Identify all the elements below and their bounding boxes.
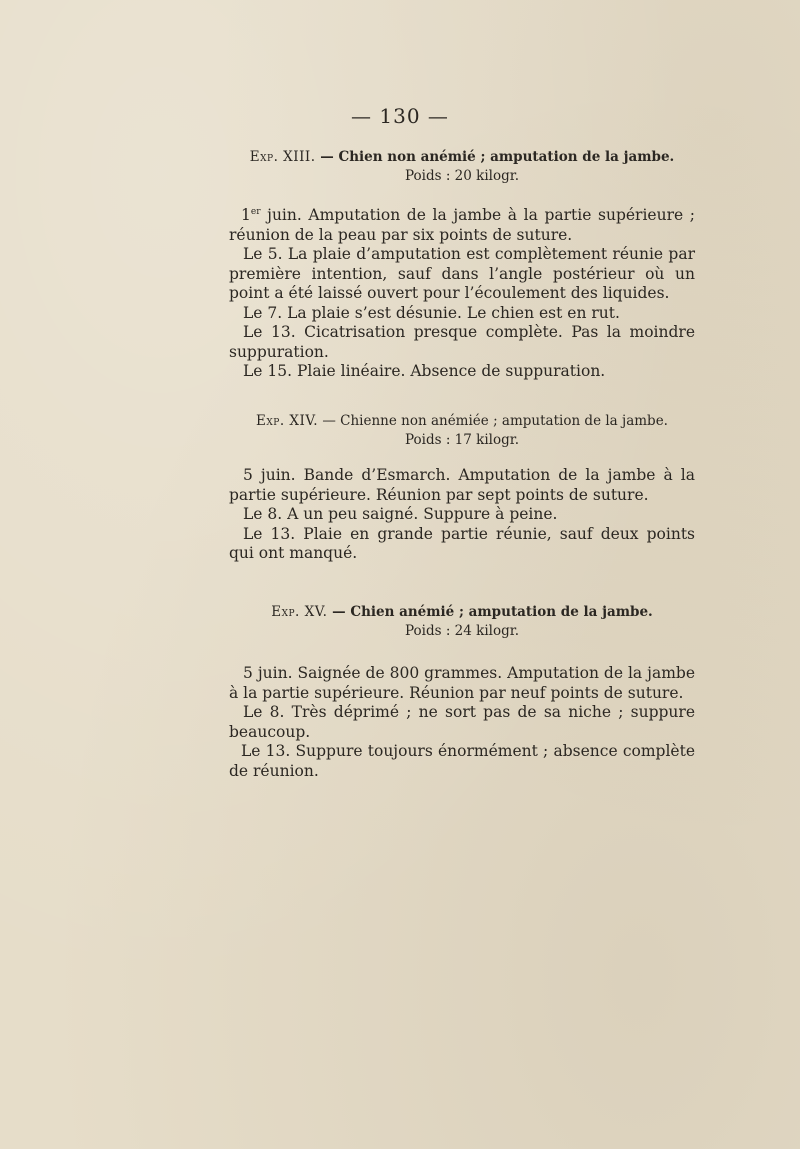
page-number: — 130 — [351, 104, 449, 128]
experiment-heading-line [229, 603, 695, 622]
ordinal-superscript: er [250, 207, 261, 217]
experiment-body [229, 466, 695, 564]
experiment-weight: Poids : 17 kilogr. [405, 432, 519, 448]
paragraph-text: juin. Amputation de la jambe à la partie supérieure ; réunion de la peau par six points de suture. [229, 206, 695, 244]
experiment-weight: Poids : 20 kilogr. [405, 168, 519, 184]
experiment-label: Exp. XV. [271, 604, 328, 620]
experiment-description: — Chien non anémié ; amputation de la jambe. [315, 149, 675, 165]
experiment-body [229, 206, 695, 382]
paragraph: Le 15. Plaie linéaire. Absence de suppuration. [243, 362, 606, 380]
experiment-heading [229, 412, 695, 450]
experiment-description: — Chienne non anémiée ; amputation de la jambe. [318, 413, 668, 429]
paragraph: Le 8. A un peu saigné. Suppure à peine. [243, 505, 558, 523]
paragraph: Le 8. Très déprimé ; ne sort pas de sa niche ; suppure beaucoup. [229, 703, 695, 741]
experiment-description: — Chien anémié ; amputation de la jambe. [327, 604, 653, 620]
paragraph: Le 13. Suppure toujours énormément ; absence complète de réunion. [229, 742, 695, 780]
paragraph: Le 13. Cicatrisation presque complète. Pas la moindre suppuration. [229, 323, 695, 361]
paragraph: Le 7. La plaie s’est désunie. Le chien est en rut. [243, 303, 620, 322]
experiment-body [229, 664, 695, 781]
paragraph: Le 13. Plaie en grande partie réunie, sauf deux points qui ont manqué. [229, 524, 695, 562]
paragraph: 5 juin. Bande d’Esmarch. Amputation de la jambe à la partie supérieure. Réunion par sept points de suture. [229, 466, 695, 504]
experiment-heading [229, 148, 695, 186]
experiment-heading-line [229, 412, 695, 431]
paragraph: Le 5. La plaie d’amputation est complètement réunie par première intention, sauf dans l’angle postérieur où un point a été laissé ouvert pour l’écoulement des liquides. [229, 245, 695, 302]
experiment-label: Exp. XIV. [256, 413, 319, 429]
experiment-heading-line [229, 148, 695, 167]
experiment-label: Exp. XIII. [249, 149, 316, 165]
paragraph [229, 206, 695, 245]
experiment-weight: Poids : 24 kilogr. [405, 623, 519, 639]
date-number: 1 [241, 206, 251, 224]
experiment-heading [229, 603, 695, 641]
paragraph: 5 juin. Saignée de 800 grammes. Amputation de la jambe à la partie supérieure. Réunion par neuf points de suture. [229, 664, 695, 702]
